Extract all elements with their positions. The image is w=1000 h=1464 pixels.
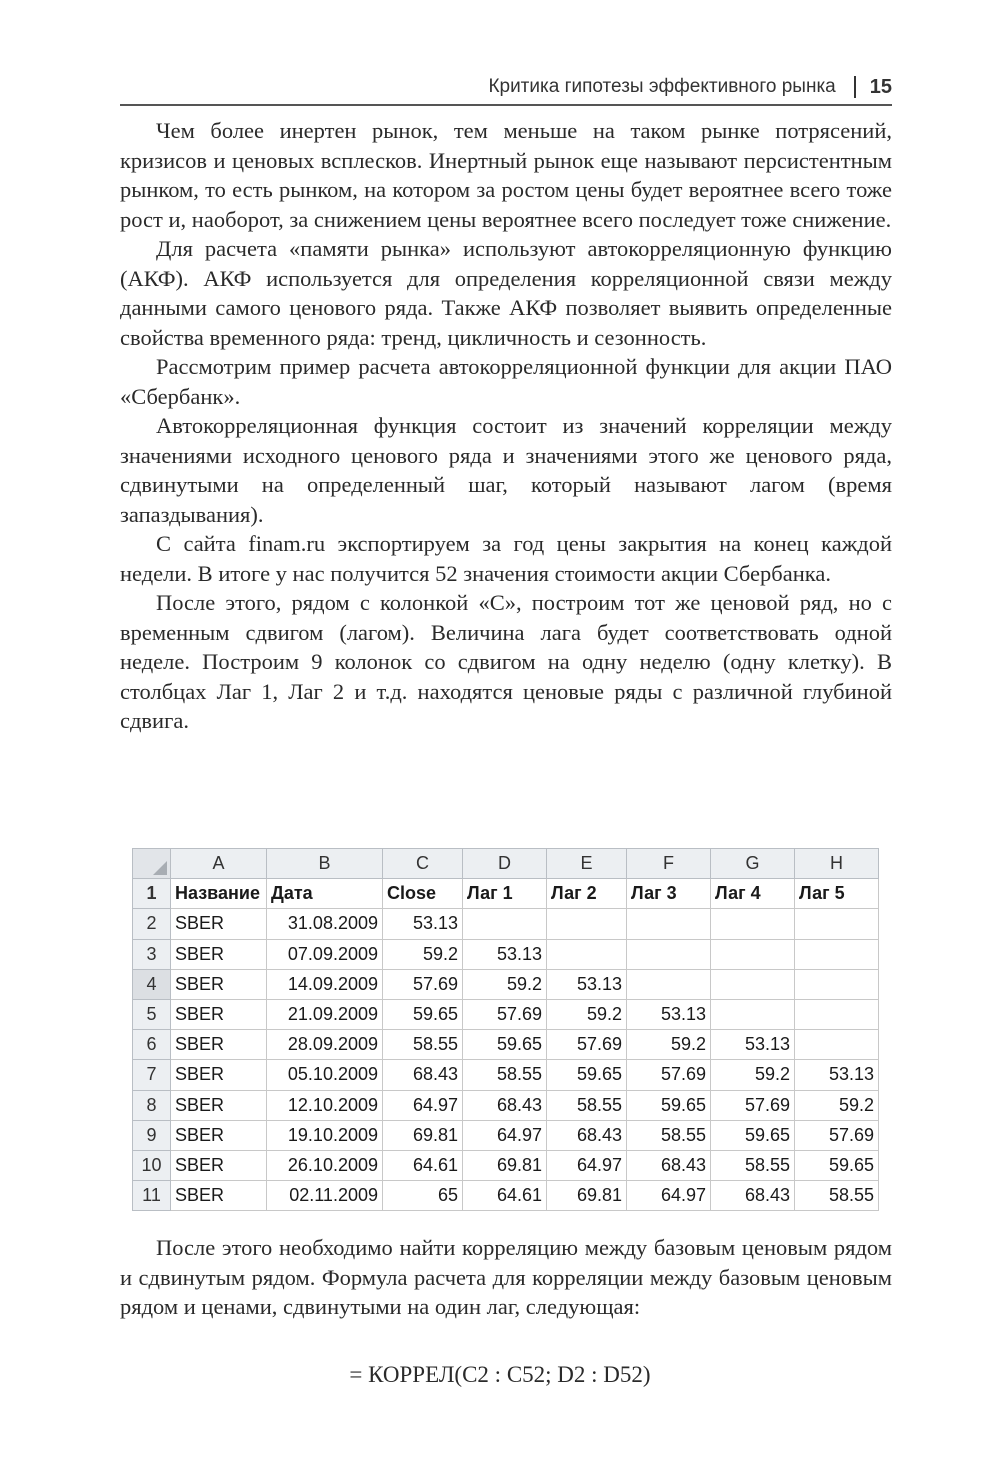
table-cell[interactable]: 69.81 bbox=[383, 1120, 463, 1150]
table-cell[interactable] bbox=[627, 909, 711, 939]
table-cell[interactable]: SBER bbox=[171, 1120, 267, 1150]
table-cell[interactable]: 59.65 bbox=[383, 999, 463, 1029]
table-cell[interactable]: 64.97 bbox=[547, 1150, 627, 1180]
table-row bbox=[133, 1181, 879, 1211]
table-cell[interactable]: 59.2 bbox=[547, 999, 627, 1029]
row-number[interactable]: 1 bbox=[133, 879, 171, 909]
table-cell[interactable]: 31.08.2009 bbox=[267, 909, 383, 939]
table-cell[interactable] bbox=[547, 909, 627, 939]
table-cell[interactable] bbox=[711, 939, 795, 969]
table-cell[interactable]: 28.09.2009 bbox=[267, 1030, 383, 1060]
table-cell[interactable]: SBER bbox=[171, 999, 267, 1029]
header-cell[interactable]: Название bbox=[171, 879, 267, 909]
column-header-e[interactable]: E bbox=[547, 849, 627, 879]
table-cell[interactable] bbox=[711, 969, 795, 999]
spreadsheet-table bbox=[132, 848, 879, 1211]
table-cell[interactable]: 26.10.2009 bbox=[267, 1150, 383, 1180]
table-cell[interactable]: 59.2 bbox=[795, 1090, 879, 1120]
table-cell[interactable]: 59.65 bbox=[627, 1090, 711, 1120]
table-cell[interactable]: 58.55 bbox=[795, 1181, 879, 1211]
table-cell[interactable]: 64.97 bbox=[383, 1090, 463, 1120]
table-cell[interactable]: SBER bbox=[171, 1150, 267, 1180]
header-cell[interactable]: Лаг 4 bbox=[711, 879, 795, 909]
paragraph: С сайта finam.ru экспортируем за год цены закрытия на конец каждой недели. В итоге у нас получится 52 значения стоимости акции Сбербанка. bbox=[120, 531, 892, 586]
header-cell[interactable]: Лаг 1 bbox=[463, 879, 547, 909]
table-cell[interactable]: SBER bbox=[171, 969, 267, 999]
table-cell[interactable]: 69.81 bbox=[463, 1150, 547, 1180]
table-cell[interactable]: 58.55 bbox=[711, 1150, 795, 1180]
table-cell[interactable]: 12.10.2009 bbox=[267, 1090, 383, 1120]
paragraph: Чем более инертен рынок, тем меньше на таком рынке потрясений, кризисов и ценовых всплесков. Инертный рынок еще называют персистентным рынком, то есть рынком, на котором за ростом цены будет вероятнее всего тоже рост и, наоборот, за снижением цены вероятнее всего последует тоже снижение. bbox=[120, 118, 892, 232]
paragraph: Автокорреляционная функция состоит из значений корреляции между значениями исходного ценового ряда и значениями этого же ценового ряда, сдвинутыми на определенный шаг, который называют лагом (время запаздывания). bbox=[120, 413, 892, 527]
table-cell[interactable]: 59.2 bbox=[383, 939, 463, 969]
header-cell[interactable]: Лаг 5 bbox=[795, 879, 879, 909]
table-cell[interactable]: 21.09.2009 bbox=[267, 999, 383, 1029]
table-cell[interactable]: SBER bbox=[171, 1060, 267, 1090]
header-separator bbox=[854, 76, 856, 98]
row-number[interactable]: 9 bbox=[133, 1120, 171, 1150]
row-number[interactable]: 3 bbox=[133, 939, 171, 969]
column-header-f[interactable]: F bbox=[627, 849, 711, 879]
table-cell[interactable]: 59.65 bbox=[463, 1030, 547, 1060]
header-cell[interactable]: Лаг 3 bbox=[627, 879, 711, 909]
header-cell[interactable]: Close bbox=[383, 879, 463, 909]
table-cell[interactable]: 53.13 bbox=[795, 1060, 879, 1090]
running-header bbox=[120, 70, 892, 106]
table-cell[interactable]: 68.43 bbox=[383, 1060, 463, 1090]
table-cell[interactable]: 59.2 bbox=[627, 1030, 711, 1060]
table-cell[interactable]: 65 bbox=[383, 1181, 463, 1211]
page-number: 15 bbox=[869, 75, 892, 98]
chapter-title: Критика гипотезы эффективного рынка bbox=[488, 76, 836, 97]
table-cell[interactable]: SBER bbox=[171, 1090, 267, 1120]
table-cell[interactable]: SBER bbox=[171, 909, 267, 939]
table-cell[interactable] bbox=[795, 909, 879, 939]
table-cell[interactable]: 53.13 bbox=[711, 1030, 795, 1060]
row-number[interactable]: 7 bbox=[133, 1060, 171, 1090]
table-cell[interactable]: 64.61 bbox=[383, 1150, 463, 1180]
table-cell[interactable]: 58.55 bbox=[383, 1030, 463, 1060]
column-header-h[interactable]: H bbox=[795, 849, 879, 879]
table-cell[interactable] bbox=[795, 939, 879, 969]
table-cell[interactable]: 58.55 bbox=[627, 1120, 711, 1150]
table-cell[interactable]: 19.10.2009 bbox=[267, 1120, 383, 1150]
table-row bbox=[133, 1060, 879, 1090]
table-cell[interactable]: 02.11.2009 bbox=[267, 1181, 383, 1211]
table-row bbox=[133, 999, 879, 1029]
table-cell[interactable]: 64.97 bbox=[463, 1120, 547, 1150]
table-cell[interactable]: 57.69 bbox=[547, 1030, 627, 1060]
table-cell[interactable]: 14.09.2009 bbox=[267, 969, 383, 999]
table-cell[interactable]: 64.61 bbox=[463, 1181, 547, 1211]
table-row bbox=[133, 909, 879, 939]
table-cell[interactable] bbox=[711, 999, 795, 1029]
table-cell[interactable]: 05.10.2009 bbox=[267, 1060, 383, 1090]
header-cell[interactable]: Лаг 2 bbox=[547, 879, 627, 909]
table-cell[interactable]: 68.43 bbox=[711, 1181, 795, 1211]
column-header-d[interactable]: D bbox=[463, 849, 547, 879]
table-cell[interactable] bbox=[795, 999, 879, 1029]
table-cell[interactable] bbox=[711, 909, 795, 939]
row-number[interactable]: 5 bbox=[133, 999, 171, 1029]
table-row bbox=[133, 939, 879, 969]
table-cell[interactable]: 57.69 bbox=[627, 1060, 711, 1090]
table-cell[interactable]: 59.2 bbox=[463, 969, 547, 999]
paragraph: Рассмотрим пример расчета автокорреляционной функции для акции ПАО «Сбербанк». bbox=[120, 354, 892, 409]
table-cell[interactable]: SBER bbox=[171, 939, 267, 969]
table-cell[interactable] bbox=[547, 939, 627, 969]
row-number[interactable]: 6 bbox=[133, 1030, 171, 1060]
table-cell[interactable]: 68.43 bbox=[547, 1120, 627, 1150]
table-cell[interactable]: 64.97 bbox=[627, 1181, 711, 1211]
table-cell[interactable]: 57.69 bbox=[711, 1090, 795, 1120]
header-cell[interactable]: Дата bbox=[267, 879, 383, 909]
table-row bbox=[133, 1090, 879, 1120]
row-number[interactable]: 2 bbox=[133, 909, 171, 939]
table-cell[interactable]: 58.55 bbox=[463, 1060, 547, 1090]
row-number[interactable]: 10 bbox=[133, 1150, 171, 1180]
table-cell[interactable] bbox=[795, 969, 879, 999]
after-table-text bbox=[120, 1233, 892, 1322]
table-header-row bbox=[133, 879, 879, 909]
table-cell[interactable]: 59.65 bbox=[547, 1060, 627, 1090]
table-cell[interactable]: 69.81 bbox=[547, 1181, 627, 1211]
table-row bbox=[133, 1150, 879, 1180]
table-cell[interactable]: SBER bbox=[171, 1030, 267, 1060]
table-cell[interactable]: 53.13 bbox=[547, 969, 627, 999]
table-cell[interactable]: 53.13 bbox=[383, 909, 463, 939]
table-cell[interactable] bbox=[463, 909, 547, 939]
table-cell[interactable]: SBER bbox=[171, 1181, 267, 1211]
paragraph: После этого, рядом с колонкой «С», построим тот же ценовой ряд, но с временным сдвигом (лагом). Величина лага будет соответствовать одной неделе. Построим 9 колонок со сдвигом на одну неделю (одну клетку). В столбцах Лаг 1, Лаг 2 и т.д. находятся ценовые ряды с различной глубиной сдвига. bbox=[120, 590, 892, 733]
table-cell[interactable]: 59.2 bbox=[711, 1060, 795, 1090]
row-number[interactable]: 8 bbox=[133, 1090, 171, 1120]
table-cell[interactable]: 07.09.2009 bbox=[267, 939, 383, 969]
column-header-g[interactable]: G bbox=[711, 849, 795, 879]
table-row bbox=[133, 1120, 879, 1150]
row-number[interactable]: 4 bbox=[133, 969, 171, 999]
table-cell[interactable] bbox=[795, 1030, 879, 1060]
table-cell[interactable] bbox=[627, 969, 711, 999]
table-cell[interactable]: 57.69 bbox=[795, 1120, 879, 1150]
body-text bbox=[120, 116, 892, 736]
table-cell[interactable]: 58.55 bbox=[547, 1090, 627, 1120]
table-cell[interactable]: 59.65 bbox=[795, 1150, 879, 1180]
table-cell[interactable]: 68.43 bbox=[627, 1150, 711, 1180]
table-cell[interactable]: 68.43 bbox=[463, 1090, 547, 1120]
select-all-corner[interactable] bbox=[133, 849, 171, 879]
column-header-b[interactable]: B bbox=[267, 849, 383, 879]
paragraph: Для расчета «памяти рынка» используют автокорреляционную функцию (АКФ). АКФ используется для определения корреляционной связи между данными самого ценового ряда. Также АКФ позволяет выявить определенные свойства временного ряда: тренд, цикличность и сезонность. bbox=[120, 236, 892, 350]
table-cell[interactable]: 57.69 bbox=[383, 969, 463, 999]
table-cell[interactable] bbox=[627, 939, 711, 969]
table-cell[interactable]: 59.65 bbox=[711, 1120, 795, 1150]
table-cell[interactable]: 57.69 bbox=[463, 999, 547, 1029]
correlation-formula: = КОРРЕЛ(C2 : C52; D2 : D52) bbox=[349, 1362, 651, 1387]
column-header-row bbox=[133, 849, 879, 879]
table-cell[interactable]: 53.13 bbox=[463, 939, 547, 969]
row-number[interactable]: 11 bbox=[133, 1181, 171, 1211]
table-cell[interactable]: 53.13 bbox=[627, 999, 711, 1029]
paragraph: После этого необходимо найти корреляцию между базовым ценовым рядом и сдвинутым рядом. Формула расчета для корреляции между базовым ценовым рядом и ценами, сдвинутыми на один лаг, следующая: bbox=[120, 1235, 892, 1319]
column-header-c[interactable]: C bbox=[383, 849, 463, 879]
column-header-a[interactable]: A bbox=[171, 849, 267, 879]
table-row bbox=[133, 969, 879, 999]
table-row bbox=[133, 1030, 879, 1060]
